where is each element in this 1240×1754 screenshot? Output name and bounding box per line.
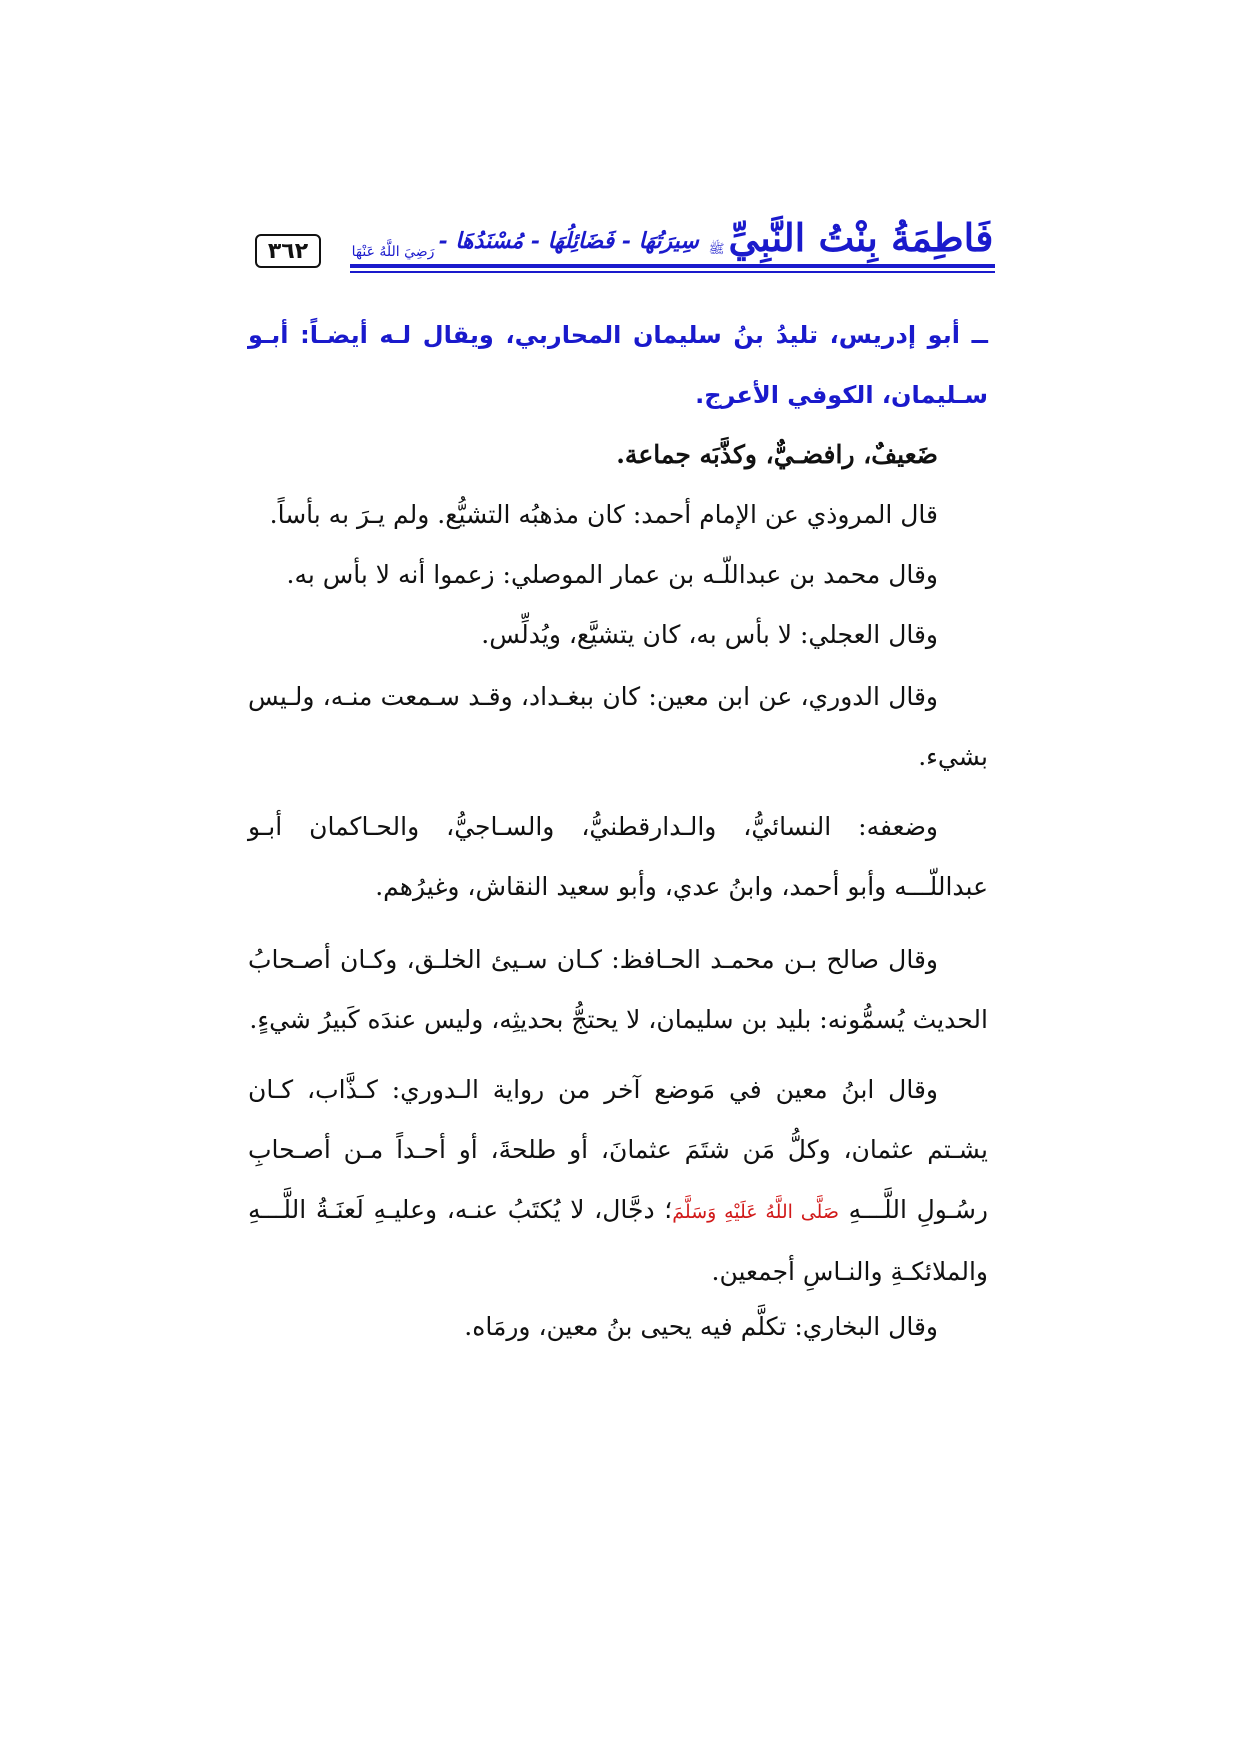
page-number: ٣٦٢ xyxy=(255,234,321,268)
running-title xyxy=(350,198,995,260)
header-rule-thin xyxy=(350,271,995,273)
paragraph-ibn-main xyxy=(248,1060,988,1302)
paragraph-salih: وقال صالح بـن محمـد الحـافظ: كـان سـيئ الخلـق، وكـان أصـحابُ الحديث يُسمُّونه: بليد بن سليمان، لا يحتجُّ بحديثِه، وليس عندَه كَبيرُ شيءٍ. xyxy=(248,945,988,1034)
paragraph-verdict: ضَعيفٌ، رافضـيٌّ، وكذَّبَه جماعة. xyxy=(616,440,938,469)
paragraph-ibn-main-text-end: ؛ دجَّال، لا يُكتَبُ عنـه، وعليـهِ لَعنَـةُ اللَّـــهِ والملائكـةِ والنـاسِ أجمعين. xyxy=(248,1195,988,1286)
entry-heading: ــ أبو إدريس، تليدُ بنُ سليمان المحاربي، ويقال لـه أيضـاً: أبـو سـليمان، الكوفي الأعرج. xyxy=(248,321,988,409)
book-subtitle: سِيرَتُهَا - فَضَائِلُهَا - مُسْنَدُهَا - xyxy=(438,228,699,254)
paragraph-bukhari: وقال البخاري: تكلَّم فيه يحيى بنُ معين، ورمَاه. xyxy=(464,1312,938,1341)
paragraph-ibn-main-text: وقال ابنُ معين في مَوضع آخر من رواية الـدوري: كـذَّاب، كـان يشـتم عثمان، وكلُّ مَن شتَمَ عثمانَ، أو طلحةَ، أو أحـداً مـن أصـحابِ رسُـولِ اللَّـــهِ xyxy=(248,1075,988,1224)
header-rule-thick xyxy=(350,264,995,268)
paragraph-ijli: وقال العجلي: لا بأس به، كان يتشيَّع، ويُدلِّس. xyxy=(481,620,938,649)
subtitle-honorific: رَضِيَ اللَّهُ عَنْهَا xyxy=(351,244,435,260)
paragraph-duri: وقال الدوري، عن ابن معين: كان ببغـداد، وقـد سـمعت منـه، ولـيس بشيء. xyxy=(248,682,988,771)
salutation-honorific: صَلَّى اللَّهُ عَلَيْهِ وَسَلَّمَ xyxy=(672,1201,839,1223)
title-honorific: ﷺ xyxy=(708,242,725,257)
page-header xyxy=(255,198,995,274)
paragraph-mawsili: وقال محمد بن عبداللّـه بن عمار الموصلي: زعموا أنه لا بأس به. xyxy=(286,560,938,589)
paragraph-marwazi: قال المروذي عن الإمام أحمد: كان مذهبُه التشيُّع. ولم يـرَ به بأساً. xyxy=(269,500,938,529)
paragraph-weakeners: وضعفه: النسائيُّ، والـدارقطنيُّ، والسـاجيُّ، والحـاكمان أبـو عبداللّـــه وأبو أحمد، وابنُ عدي، وأبو سعيد النقاش، وغيرُهم. xyxy=(248,812,988,901)
book-title: فَاطِمَةُ بِنْتُ النَّبِيِّ xyxy=(728,215,994,260)
